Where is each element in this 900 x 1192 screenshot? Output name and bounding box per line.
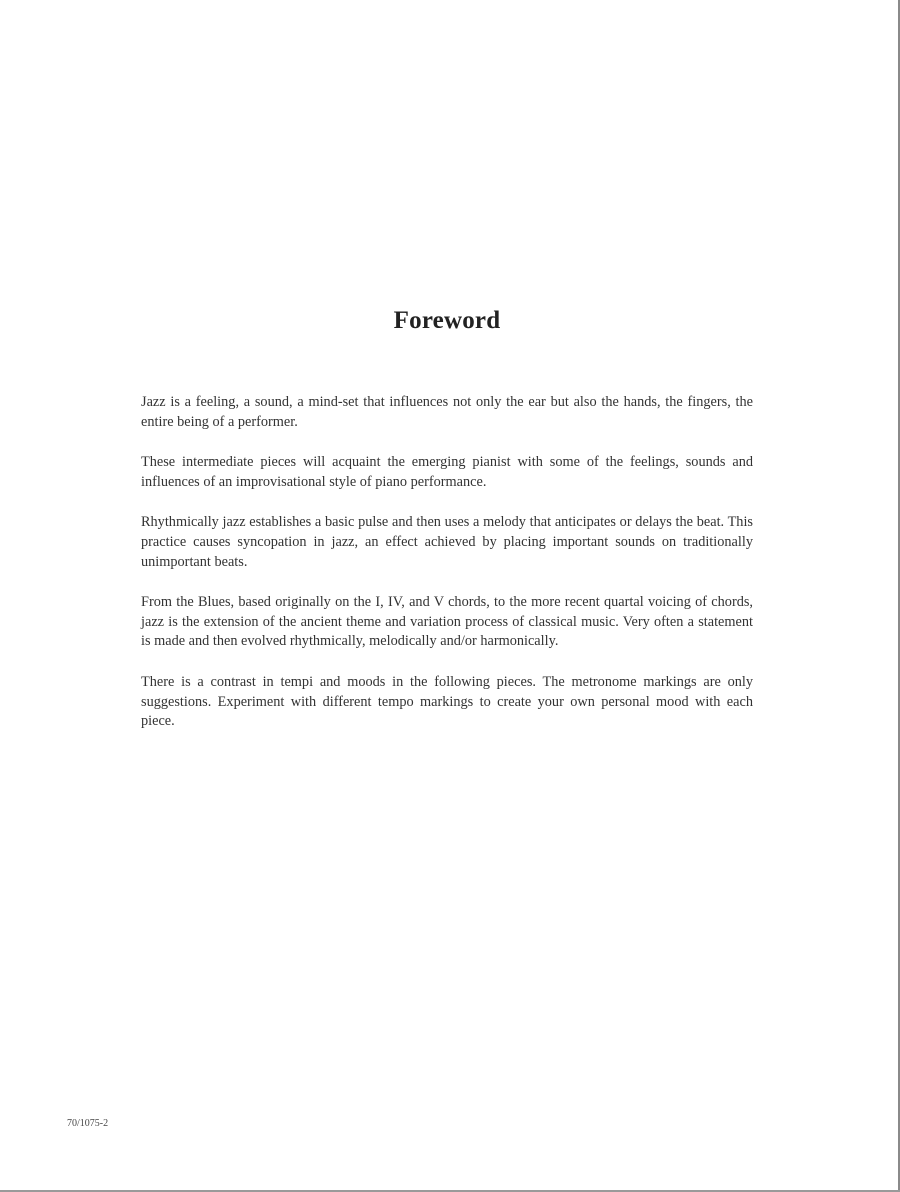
paragraph-3: Rhythmically jazz establishes a basic pulse and then uses a melody that anticipates or delays the beat. This practice causes syncopation in jazz, an effect achieved by placing important sounds on traditionally unimportant beats.: [141, 514, 753, 570]
paragraph-5: There is a contrast in tempi and moods in the following pieces. The metronome markings are only suggestions. Experiment with different tempo markings to create your own personal mood with each piece.: [141, 673, 753, 730]
foreword-body: [141, 393, 753, 753]
paragraph-1: Jazz is a feeling, a sound, a mind-set that influences not only the ear but also the hands, the fingers, the entire being of a performer.: [141, 394, 753, 430]
paragraph-2: These intermediate pieces will acquaint the emerging pianist with some of the feelings, sounds and influences of an improvisational style of piano performance.: [141, 454, 753, 490]
paragraph-4: From the Blues, based originally on the I, IV, and V chords, to the more recent quartal voicing of chords, jazz is the extension of the ancient theme and variation process of classical music. Very often a statement is made and then evolved rhythmically, melodically and/or harmonically.: [141, 594, 753, 650]
page-title: Foreword: [393, 306, 501, 334]
catalog-code: 70/1075-2: [67, 1118, 109, 1129]
